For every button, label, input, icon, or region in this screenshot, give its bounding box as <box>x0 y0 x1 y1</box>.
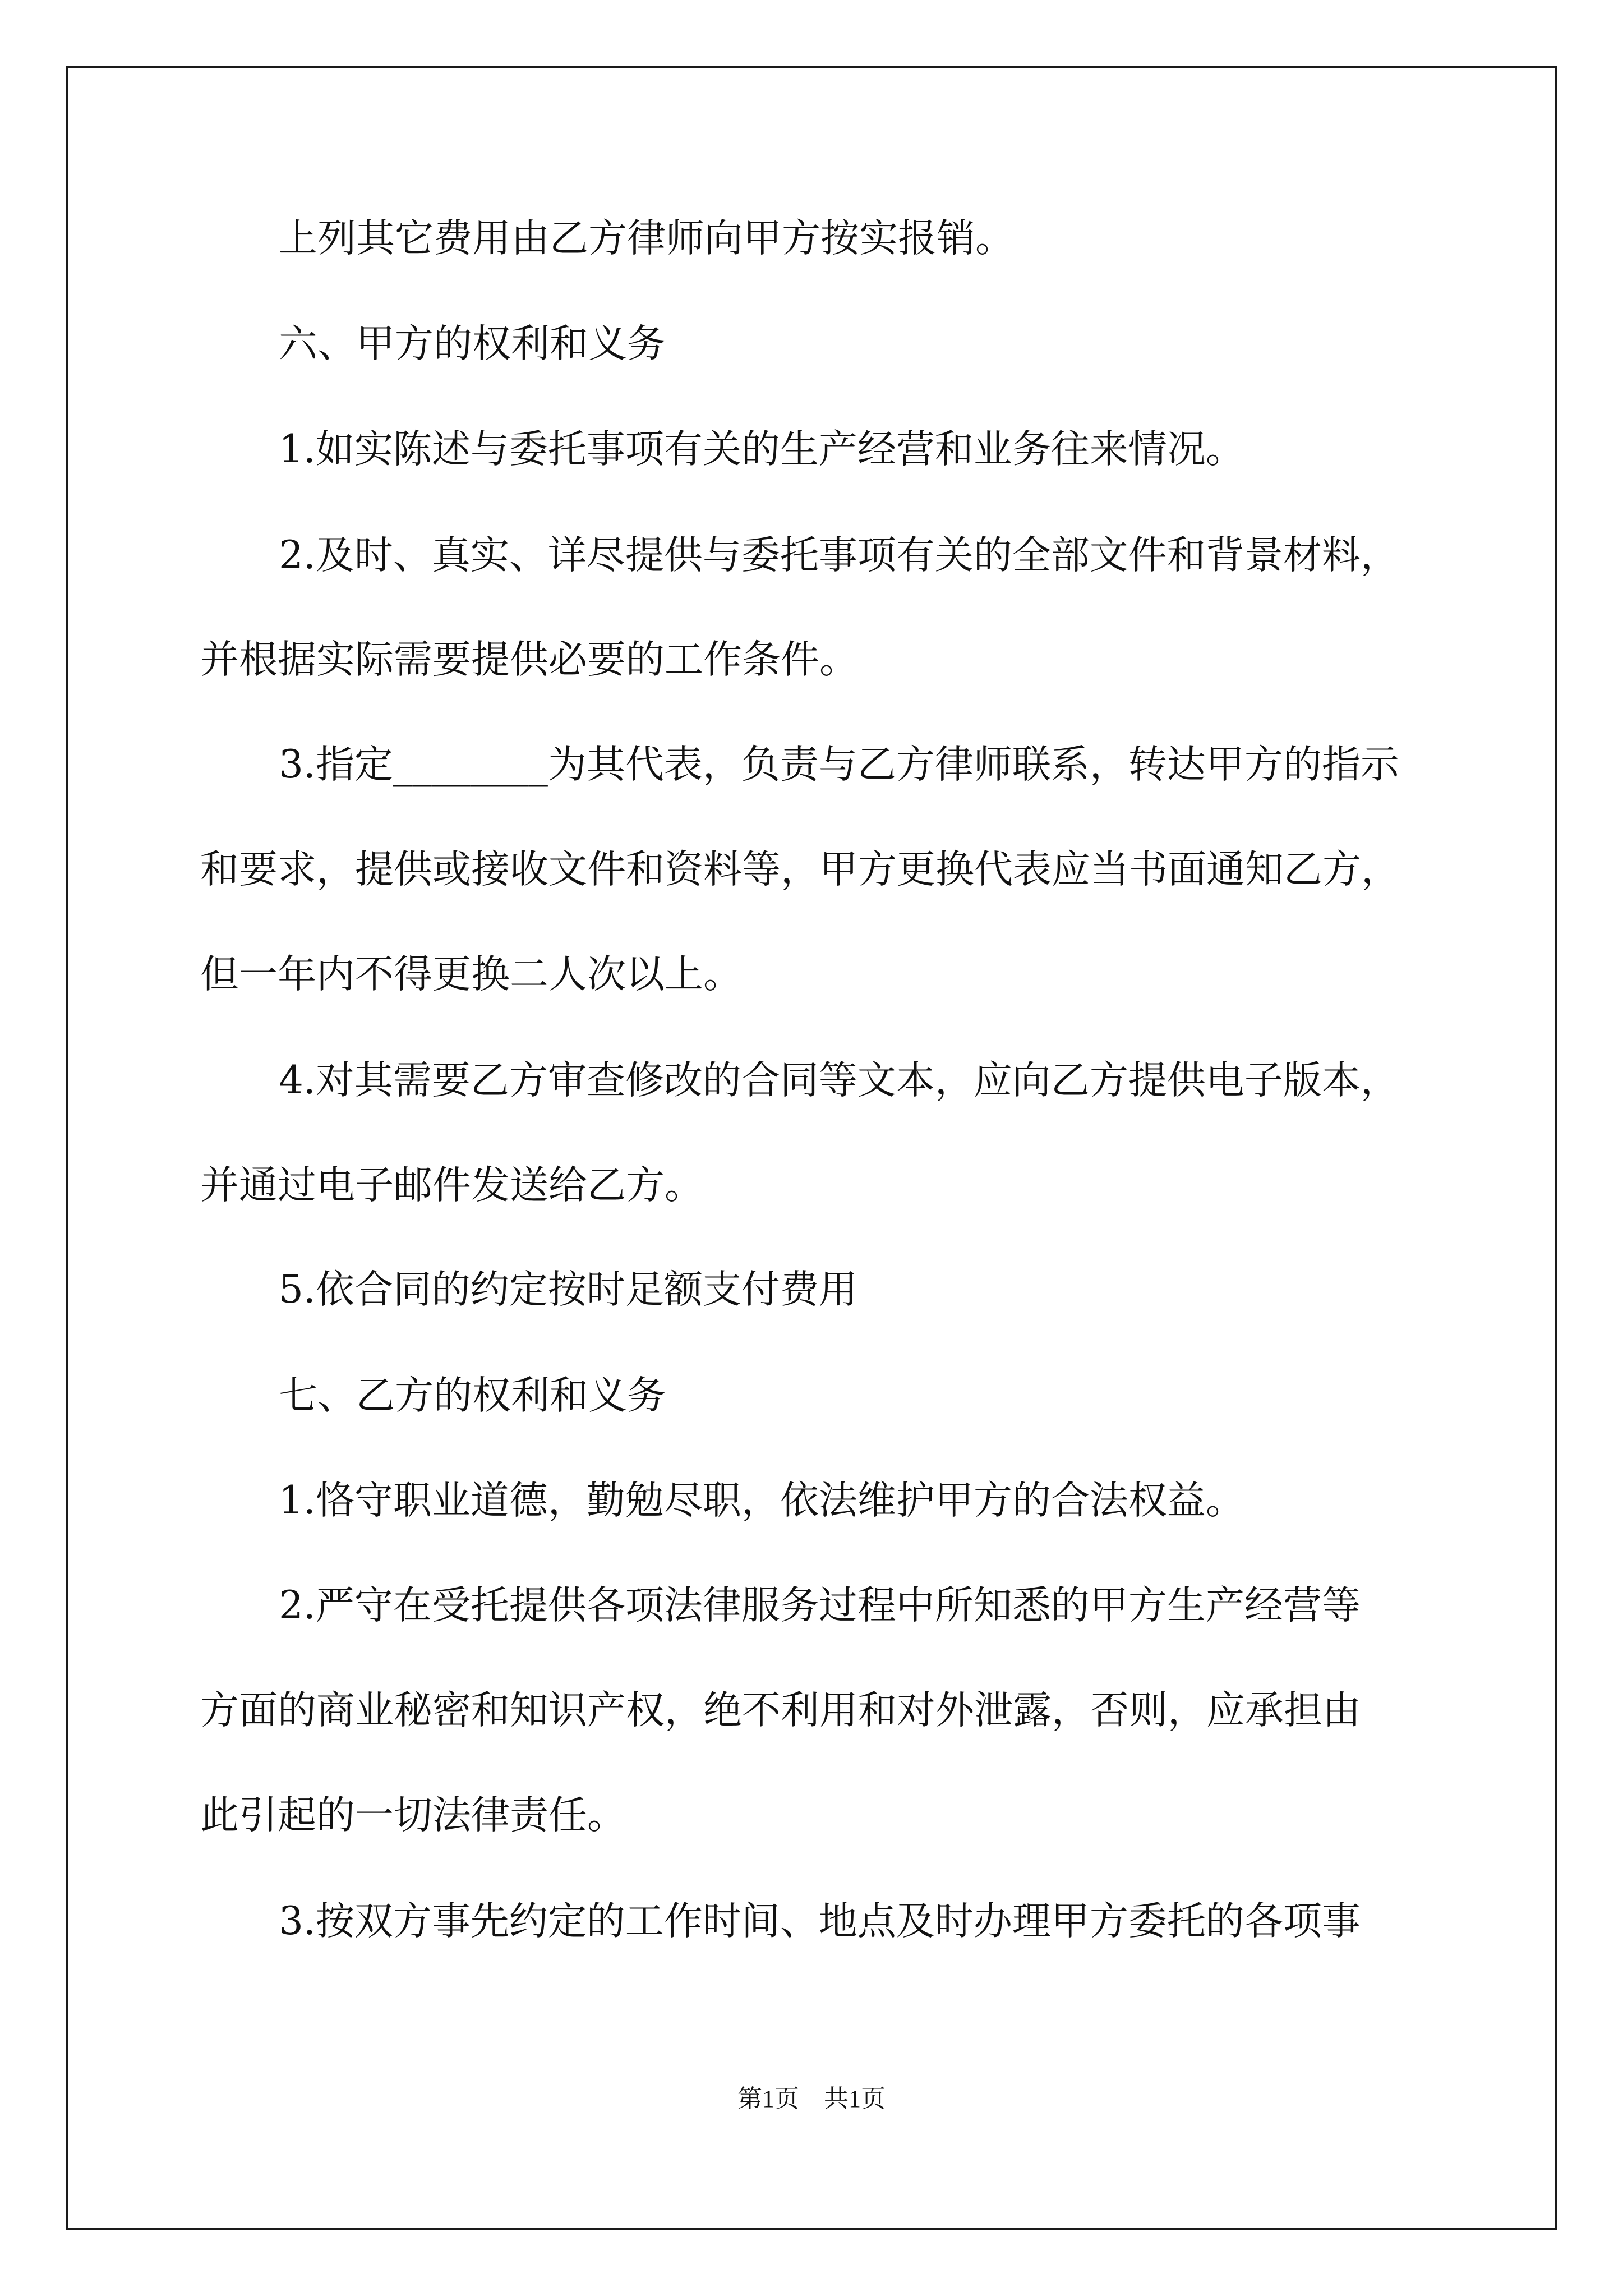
paragraph-line: 上列其它费用由乙方律师向甲方按实报销。 <box>279 216 1014 261</box>
paragraph-line: 1.恪守职业道德，勤勉尽职，依法维护甲方的合法权益。 <box>279 1478 1244 1523</box>
paragraph-line: 但一年内不得更换二人次以上。 <box>200 952 742 997</box>
paragraph-line: 4.对其需要乙方审查修改的合同等文本，应向乙方提供电子版本， <box>279 1058 1399 1103</box>
paragraph-line: 2.严守在受托提供各项法律服务过程中所知悉的甲方生产经营等 <box>279 1583 1361 1628</box>
section-heading: 七、乙方的权利和义务 <box>279 1373 666 1418</box>
section-heading: 六、甲方的权利和义务 <box>279 321 666 366</box>
paragraph-line: 3.按双方事先约定的工作时间、地点及时办理甲方委托的各项事 <box>279 1899 1361 1944</box>
paragraph-line: 此引起的一切法律责任。 <box>200 1793 626 1838</box>
paragraph-line: 2.及时、真实、详尽提供与委托事项有关的全部文件和背景材料， <box>279 533 1399 578</box>
paragraph-line: 并根据实际需要提供必要的工作条件。 <box>200 637 858 682</box>
paragraph-line: 和要求，提供或接收文件和资料等，甲方更换代表应当书面通知乙方， <box>200 847 1400 892</box>
page-number-footer: 第1页 共1页 <box>737 2085 886 2113</box>
paragraph-line: 方面的商业秘密和知识产权，绝不利用和对外泄露，否则，应承担由 <box>200 1688 1361 1733</box>
paragraph-line: 5.依合同的约定按时足额支付费用 <box>279 1267 857 1312</box>
paragraph-line: 1.如实陈述与委托事项有关的生产经营和业务往来情况。 <box>279 427 1244 472</box>
paragraph-line: 3.指定________为其代表，负责与乙方律师联系，转达甲方的指示 <box>279 742 1399 787</box>
paragraph-line: 并通过电子邮件发送给乙方。 <box>200 1163 703 1208</box>
